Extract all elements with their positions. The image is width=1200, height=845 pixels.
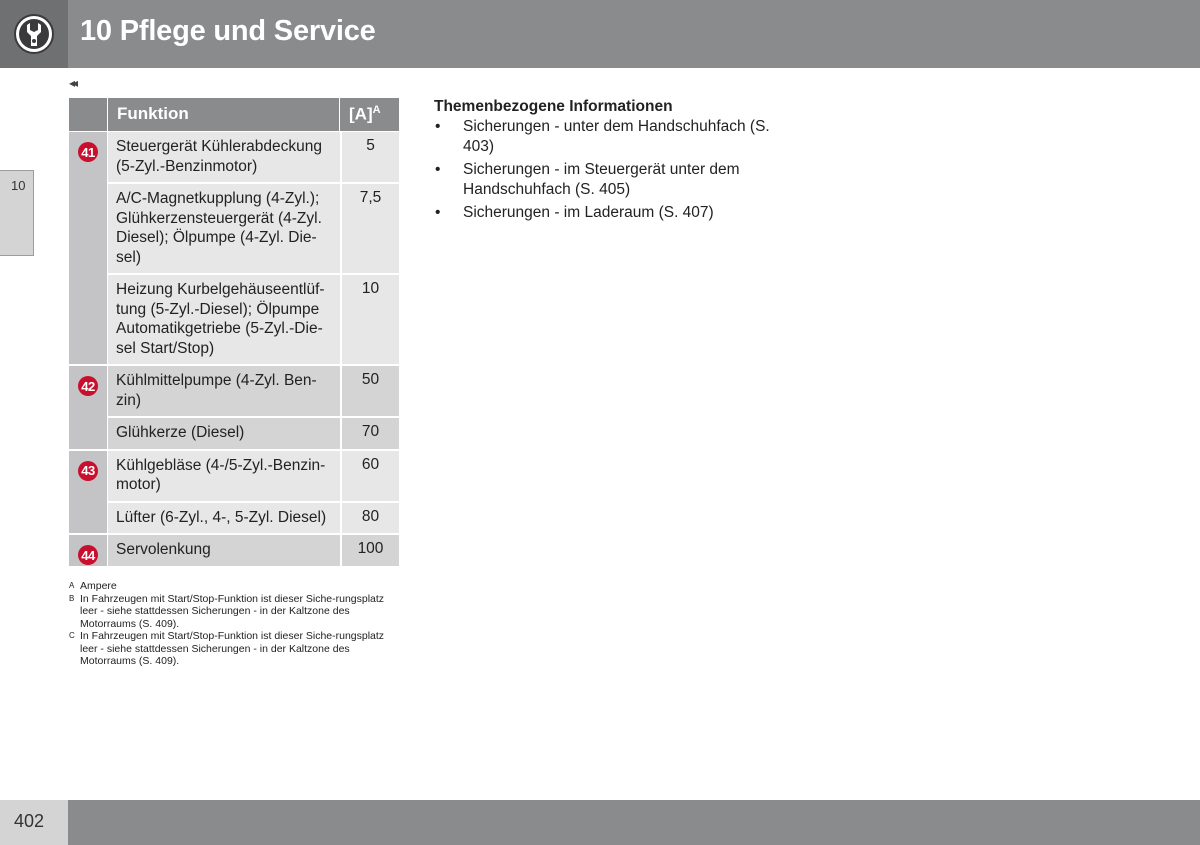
related-link-text[interactable]: Sicherungen - im Steuergerät unter dem Handschuhfach (S. 405) (463, 161, 740, 198)
fuse-number-badge: 42 (78, 376, 98, 396)
chapter-icon-box (0, 0, 68, 68)
table-row (107, 501, 399, 534)
fuse-number-badge: 41 (78, 142, 98, 162)
related-link[interactable] (434, 117, 794, 156)
ampere-cell: 100 (340, 535, 399, 566)
ampere-cell: 7,5 (340, 184, 399, 273)
related-information (434, 98, 794, 227)
ampere-cell: 70 (340, 418, 399, 449)
related-list (434, 117, 794, 223)
footnotes (69, 580, 389, 668)
ampere-cell: 50 (340, 366, 399, 416)
table-row (107, 451, 399, 501)
wrench-gear-icon (13, 13, 55, 55)
footnote-text: Ampere (80, 580, 117, 592)
footnote-ref-a: A (372, 104, 381, 116)
function-cell: Kühlgebläse (4-/5-Zyl.-Benzin-motor) (116, 456, 326, 493)
fuse-table (69, 98, 399, 568)
fuse-group-41 (69, 132, 399, 366)
ampere-cell: 5 (340, 132, 399, 182)
bullet-icon: • (435, 118, 441, 135)
table-row (107, 366, 399, 416)
footnote-text: In Fahrzeugen mit Start/Stop-Funktion ist dieser Siche-rungsplatz leer - siehe stattdessen Sicherungen - in der Kaltzone des Motorraums (S. 409). (80, 630, 385, 667)
table-header (69, 98, 399, 132)
header-number-cell (69, 98, 107, 131)
ampere-cell: 80 (340, 503, 399, 534)
table-row (107, 182, 399, 273)
related-title: Themenbezogene Informationen (434, 98, 673, 115)
table-row (107, 416, 399, 449)
chapter-side-tab[interactable] (0, 170, 34, 256)
fuse-group-43 (69, 451, 399, 536)
fuse-number-badge: 43 (78, 461, 98, 481)
fuse-number-badge: 44 (78, 545, 98, 565)
footnote (69, 630, 389, 668)
page-number: 402 (14, 811, 45, 831)
related-link[interactable] (434, 160, 794, 199)
footnote-mark: C (69, 631, 75, 640)
header-function: Funktion (107, 98, 339, 131)
function-cell: Heizung Kurbelgehäuseentlüf-tung (5-Zyl.-Diesel); Ölpumpe Automatikgetriebe (5-Zyl.-Die-sel Start/Stop) (116, 281, 325, 357)
table-row (107, 535, 399, 566)
ampere-cell: 10 (340, 275, 399, 364)
page-footer (0, 800, 1200, 845)
fuse-group-42 (69, 366, 399, 451)
function-cell: Steuergerät Kühlerabdeckung (5-Zyl.-Benzinmotor) (116, 138, 322, 175)
function-cell: A/C-Magnetkupplung (4-Zyl.); Glühkerzensteuergerät (4-Zyl. Diesel); Ölpumpe (4-Zyl. Die-sel) (116, 190, 322, 266)
page-number-box (0, 800, 68, 845)
double-chevron-left-icon[interactable]: ◂◂ (69, 76, 76, 90)
function-cell: Lüfter (6-Zyl., 4-, 5-Zyl. Diesel) (116, 508, 327, 526)
footnote-mark: B (69, 593, 75, 603)
function-cell: Kühlmittelpumpe (4-Zyl. Ben-zin) (116, 372, 317, 409)
chapter-side-tab-label: 10 (11, 178, 26, 193)
header-ampere: $[A]^A$ (339, 98, 390, 131)
related-link-text[interactable]: Sicherungen - im Laderaum (S. 407) (463, 204, 714, 221)
footnote (69, 593, 389, 631)
footnote-mark: A (69, 581, 75, 590)
footnote (69, 580, 389, 593)
ampere-cell: 60 (340, 451, 399, 501)
chapter-header (0, 0, 1200, 68)
table-row (107, 273, 399, 364)
fuse-group-44 (69, 535, 399, 568)
related-link-text[interactable]: Sicherungen - unter dem Handschuhfach (S. 403) (463, 118, 770, 155)
related-link[interactable] (434, 203, 794, 223)
bullet-icon: • (435, 161, 441, 178)
bullet-icon: • (435, 204, 441, 221)
chapter-title: 10 Pflege und Service (80, 15, 376, 47)
function-cell: Glühkerze (Diesel) (116, 424, 245, 441)
footnote-text: In Fahrzeugen mit Start/Stop-Funktion ist dieser Siche-rungsplatz leer - siehe stattdessen Sicherungen - in der Kaltzone des Motorraums (S. 409). (80, 592, 385, 630)
function-cell: Servolenkung (116, 541, 211, 558)
table-row (107, 132, 399, 182)
